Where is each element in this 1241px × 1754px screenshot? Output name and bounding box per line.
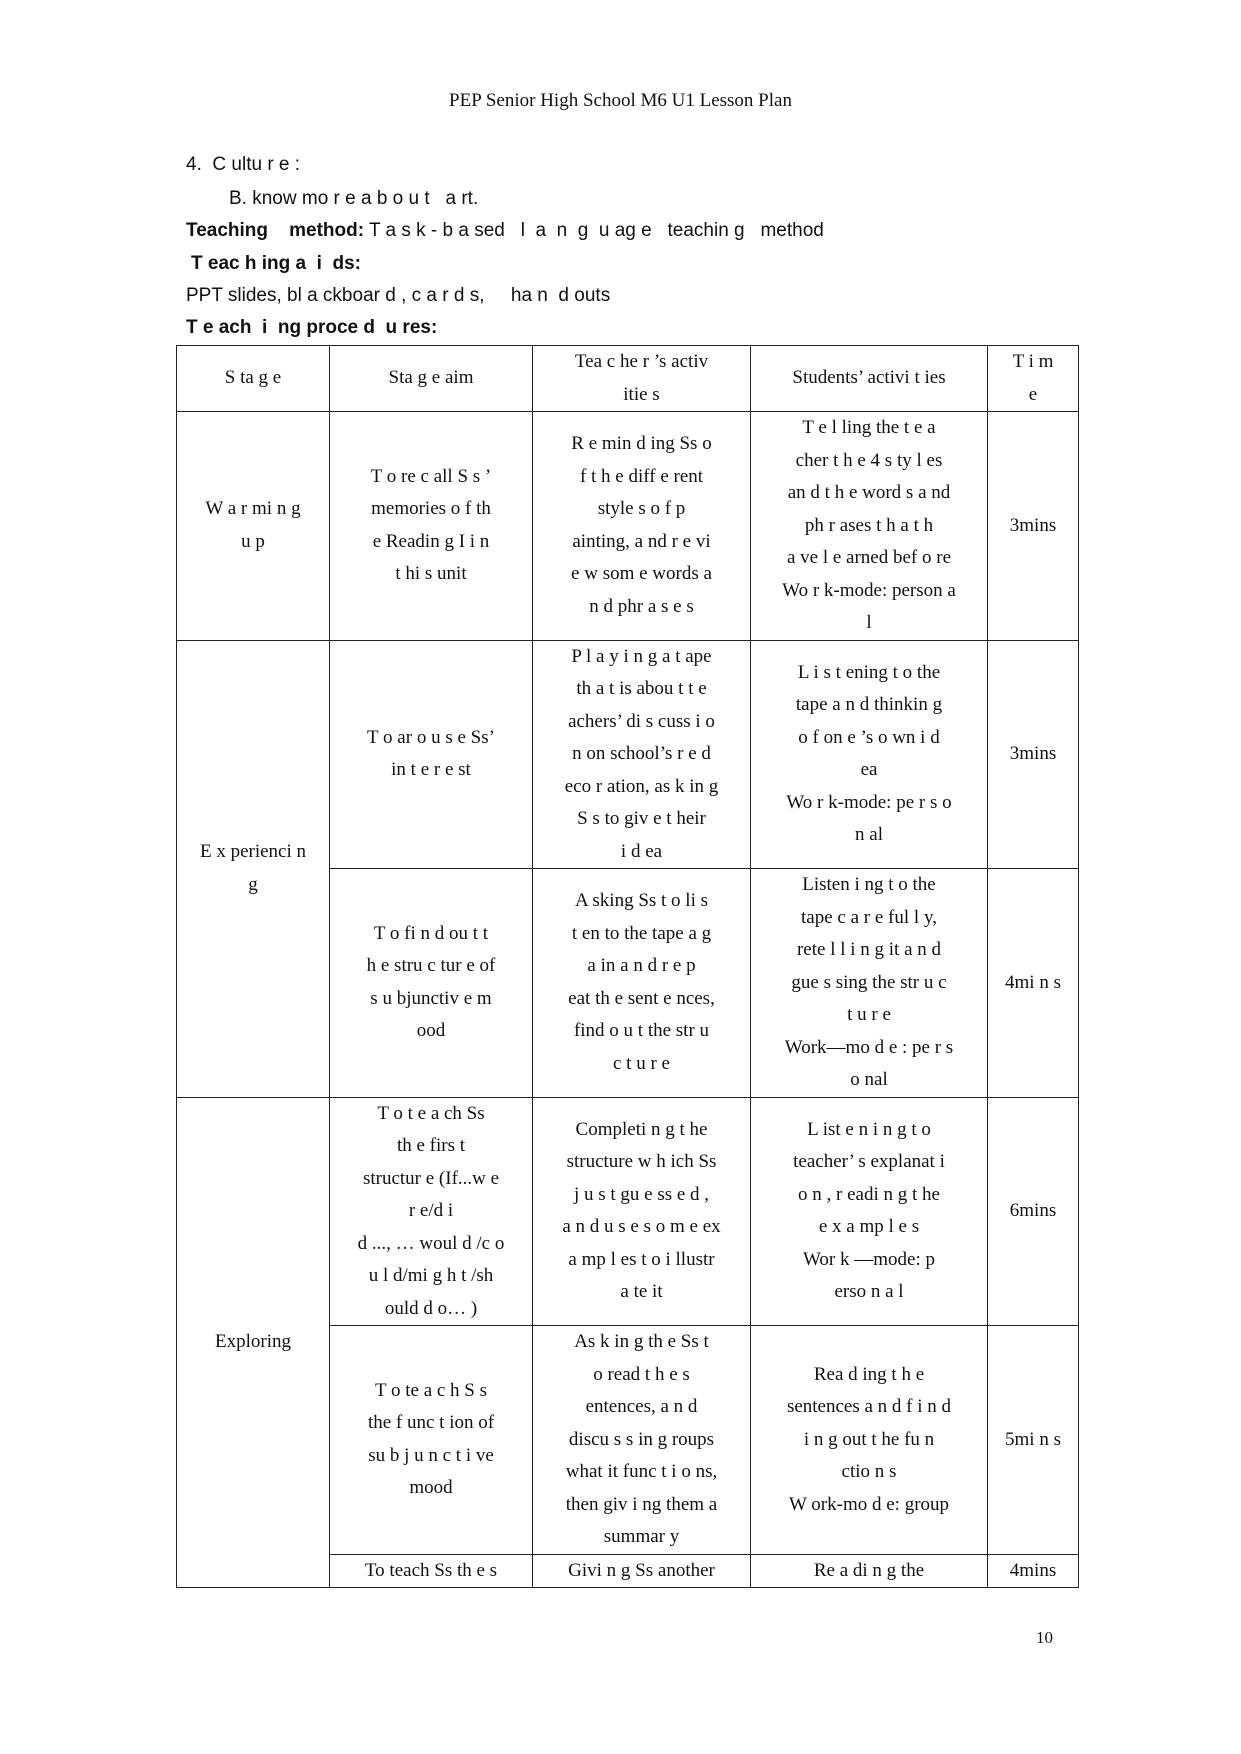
cell-stage [177, 412, 330, 641]
cell-teacher-activities [533, 1326, 751, 1555]
cell-line: A sking Ss t o li s [574, 890, 709, 912]
cell-stage-aim [330, 1326, 533, 1555]
cell-line: teacher’ s explanat i [793, 1151, 945, 1173]
cell-line: rete l l i n g it a n d [796, 939, 942, 960]
cell-line: g [248, 873, 258, 895]
header-stage-aim: Sta g e aim [330, 346, 533, 412]
cell-student-activities [751, 869, 988, 1098]
cell-line: th a t is abou t t e [576, 678, 707, 699]
cell-teacher-activities [533, 869, 751, 1098]
cell-line: ea [860, 759, 878, 781]
cell-line: Re a di n g the [813, 1559, 925, 1581]
procedures-table [176, 345, 1079, 1588]
cell-line: e x a mp l e s [818, 1216, 920, 1238]
cell-line: achers’ di s cuss i o [568, 710, 715, 732]
cell-student-activities [751, 640, 988, 869]
cell-line: an d t h e word s a nd [787, 482, 951, 503]
cell-line: T o t e a ch Ss [377, 1102, 485, 1124]
cell-line: i n g out t he fu n [803, 1428, 935, 1450]
cell-line: style s o f p [597, 498, 686, 520]
header-stage: S ta g e [177, 346, 330, 412]
cell-line: a n d u s e s o m e ex [562, 1216, 721, 1238]
table-row [177, 412, 1079, 641]
header-student-activities: Students’ activi t ies [751, 346, 988, 412]
cell-teacher-activities [533, 640, 751, 869]
header-teacher-activities: Tea c he r ’s activ itie s [533, 346, 751, 412]
cell-line: a mp l es t o i llustr [568, 1248, 715, 1270]
cell-line: j u s t gu e ss e d , [573, 1183, 710, 1205]
cell-line: r e/d i [408, 1200, 454, 1221]
cell-line: eco r ation, as k in g [564, 775, 719, 797]
teaching-method-label: Teaching method: [186, 220, 365, 241]
cell-line: Wo r k-mode: pe r s o [786, 791, 952, 813]
page-number: 10 [1036, 1628, 1053, 1647]
cell-line: o read t h e s [593, 1363, 690, 1385]
cell-line: Completi n g t he [575, 1118, 708, 1140]
cell-line: Rea d ing t h e [813, 1363, 925, 1385]
cell-line: structure w h ich Ss [566, 1151, 717, 1173]
cell-line: the f unc t ion of [367, 1412, 495, 1434]
cell-line: Wo r k-mode: person a [782, 579, 956, 601]
cell-stage-aim [330, 640, 533, 869]
cell-line: As k in g th e Ss t [574, 1331, 709, 1352]
cell-student-activities [751, 1554, 988, 1588]
cell-line: f t h e diff e rent [579, 465, 704, 487]
cell-stage [177, 640, 330, 1097]
cell-line: in t e r e st [391, 759, 471, 781]
cell-line: Wor k —mode: p [803, 1248, 935, 1270]
cell-teacher-activities [533, 1097, 751, 1326]
cell-line: th e firs t [396, 1135, 466, 1156]
cell-line: ainting, a nd r e vi [572, 530, 711, 552]
cell-time: 4mins [988, 1554, 1079, 1588]
cell-line: ph r ases t h a t h [804, 514, 934, 536]
teaching-aids-label: T eac h ing a i ds: [191, 253, 361, 274]
cell-line: T o ar o u s e Ss’ [367, 726, 495, 748]
cell-line: W a r mi n g [205, 498, 301, 520]
page-header: PEP Senior High School M6 U1 Lesson Plan [449, 90, 792, 111]
cell-line: mood [409, 1477, 453, 1499]
cell-line: s u bjunctiv e m [370, 987, 492, 1009]
culture-item: B. know mo r e a b o u t a rt. [229, 188, 479, 209]
cell-line: c t u r e [613, 1052, 670, 1074]
cell-line: d ..., … woul d /c o [357, 1232, 505, 1254]
cell-line: entences, a n d [585, 1396, 698, 1417]
cell-line: Givi n g Ss another [568, 1559, 715, 1581]
cell-stage-aim [330, 1554, 533, 1588]
cell-line: ood [416, 1020, 446, 1042]
teaching-method-value: T a s k - b a sed l a n g u ag e teachin g method [364, 220, 824, 241]
cell-line: t u r e [847, 1004, 891, 1025]
cell-line: T e l ling the t e a [802, 417, 936, 438]
cell-line: e w som e words a [571, 563, 712, 585]
cell-line: structur e (If...w e [362, 1167, 500, 1189]
cell-line: sentences a n d f i n d [786, 1396, 952, 1417]
cell-line: ould d o… ) [384, 1297, 478, 1319]
cell-line: gue s sing the str u c [791, 971, 947, 993]
cell-line: h e stru c tur e of [366, 955, 496, 977]
cell-line: what it func t i o ns, [565, 1461, 718, 1482]
cell-line: discu s s in g roups [568, 1428, 715, 1450]
cell-line: t hi s unit [395, 563, 467, 585]
cell-student-activities [751, 1326, 988, 1555]
cell-line: memories o f th [371, 498, 491, 520]
cell-line: l [866, 612, 872, 633]
cell-line: cher t h e 4 s ty l es [795, 449, 943, 471]
cell-stage [177, 1097, 330, 1588]
cell-line: Work—mo d e : pe r s [784, 1036, 954, 1058]
cell-teacher-activities [533, 412, 751, 641]
cell-line: u p [241, 530, 265, 552]
teaching-procedures-label: T e ach i ng proce d u res: [186, 317, 438, 338]
cell-line: t en to the tape a g [571, 922, 712, 944]
cell-line: n d phr a s e s [589, 595, 694, 617]
cell-line: u l d/mi g h t /sh [368, 1265, 494, 1286]
cell-line: erso n a l [834, 1281, 904, 1303]
teaching-method-line [186, 220, 824, 242]
cell-line: E x perienci n [199, 841, 307, 862]
header-time: T i m e [988, 346, 1079, 412]
teaching-aids-value: PPT slides, bl a ckboar d , c a r d s, ha n d outs [186, 285, 611, 306]
cell-line: L i s t ening t o the [797, 661, 941, 683]
cell-line: T o fi n d ou t t [373, 922, 489, 944]
cell-line: L ist e n i n g t o [807, 1118, 931, 1140]
cell-time: 6mins [988, 1097, 1079, 1326]
cell-time: 3mins [988, 412, 1079, 641]
table-row [177, 1097, 1079, 1326]
cell-line: n on school’s r e d [572, 743, 711, 764]
cell-line: o f on e ’s o wn i d [798, 726, 940, 748]
cell-line: a ve l e arned bef o re [786, 547, 952, 568]
cell-line: T o re c all S s ’ [370, 465, 492, 487]
cell-line: eat th e sent e nces, [568, 987, 715, 1009]
cell-line: S s to giv e t heir [577, 808, 706, 829]
cell-time: 3mins [988, 640, 1079, 869]
cell-line: su b j u n c t i ve [368, 1444, 494, 1466]
cell-line: a in a n d r e p [587, 955, 696, 977]
cell-line: e Readin g I i n [372, 530, 490, 552]
cell-line: n al [855, 824, 883, 846]
cell-line: i d ea [620, 840, 663, 862]
cell-line: then giv i ng them a [565, 1493, 718, 1515]
cell-time: 5mi n s [988, 1326, 1079, 1555]
cell-line: tape a n d thinkin g [795, 694, 943, 716]
cell-stage-aim [330, 412, 533, 641]
cell-time: 4mi n s [988, 869, 1079, 1098]
cell-line: Listen i ng t o the [802, 874, 936, 895]
cell-line: o n , r eadi n g t he [798, 1183, 940, 1205]
culture-heading: 4. C ultu r e : [186, 154, 301, 175]
cell-line: ctio n s [841, 1461, 897, 1482]
cell-line: o nal [850, 1069, 888, 1090]
cell-student-activities [751, 412, 988, 641]
cell-line: find o u t the str u [573, 1020, 710, 1042]
cell-line: W ork-mo d e: group [788, 1493, 950, 1515]
cell-teacher-activities [533, 1554, 751, 1588]
cell-line: T o te a c h S s [374, 1379, 488, 1401]
cell-line: Exploring [215, 1331, 291, 1352]
cell-line: a te it [620, 1281, 663, 1303]
table-header-row [177, 346, 1079, 412]
cell-stage-aim [330, 869, 533, 1098]
cell-student-activities [751, 1097, 988, 1326]
cell-line: P l a y i n g a t ape [571, 645, 712, 667]
table-row [177, 640, 1079, 869]
cell-line: To teach Ss th e s [364, 1559, 498, 1581]
cell-line: summar y [603, 1526, 680, 1547]
cell-line: R e min d ing Ss o [571, 433, 712, 455]
cell-stage-aim [330, 1097, 533, 1326]
cell-line: tape c a r e ful l y, [801, 906, 937, 928]
